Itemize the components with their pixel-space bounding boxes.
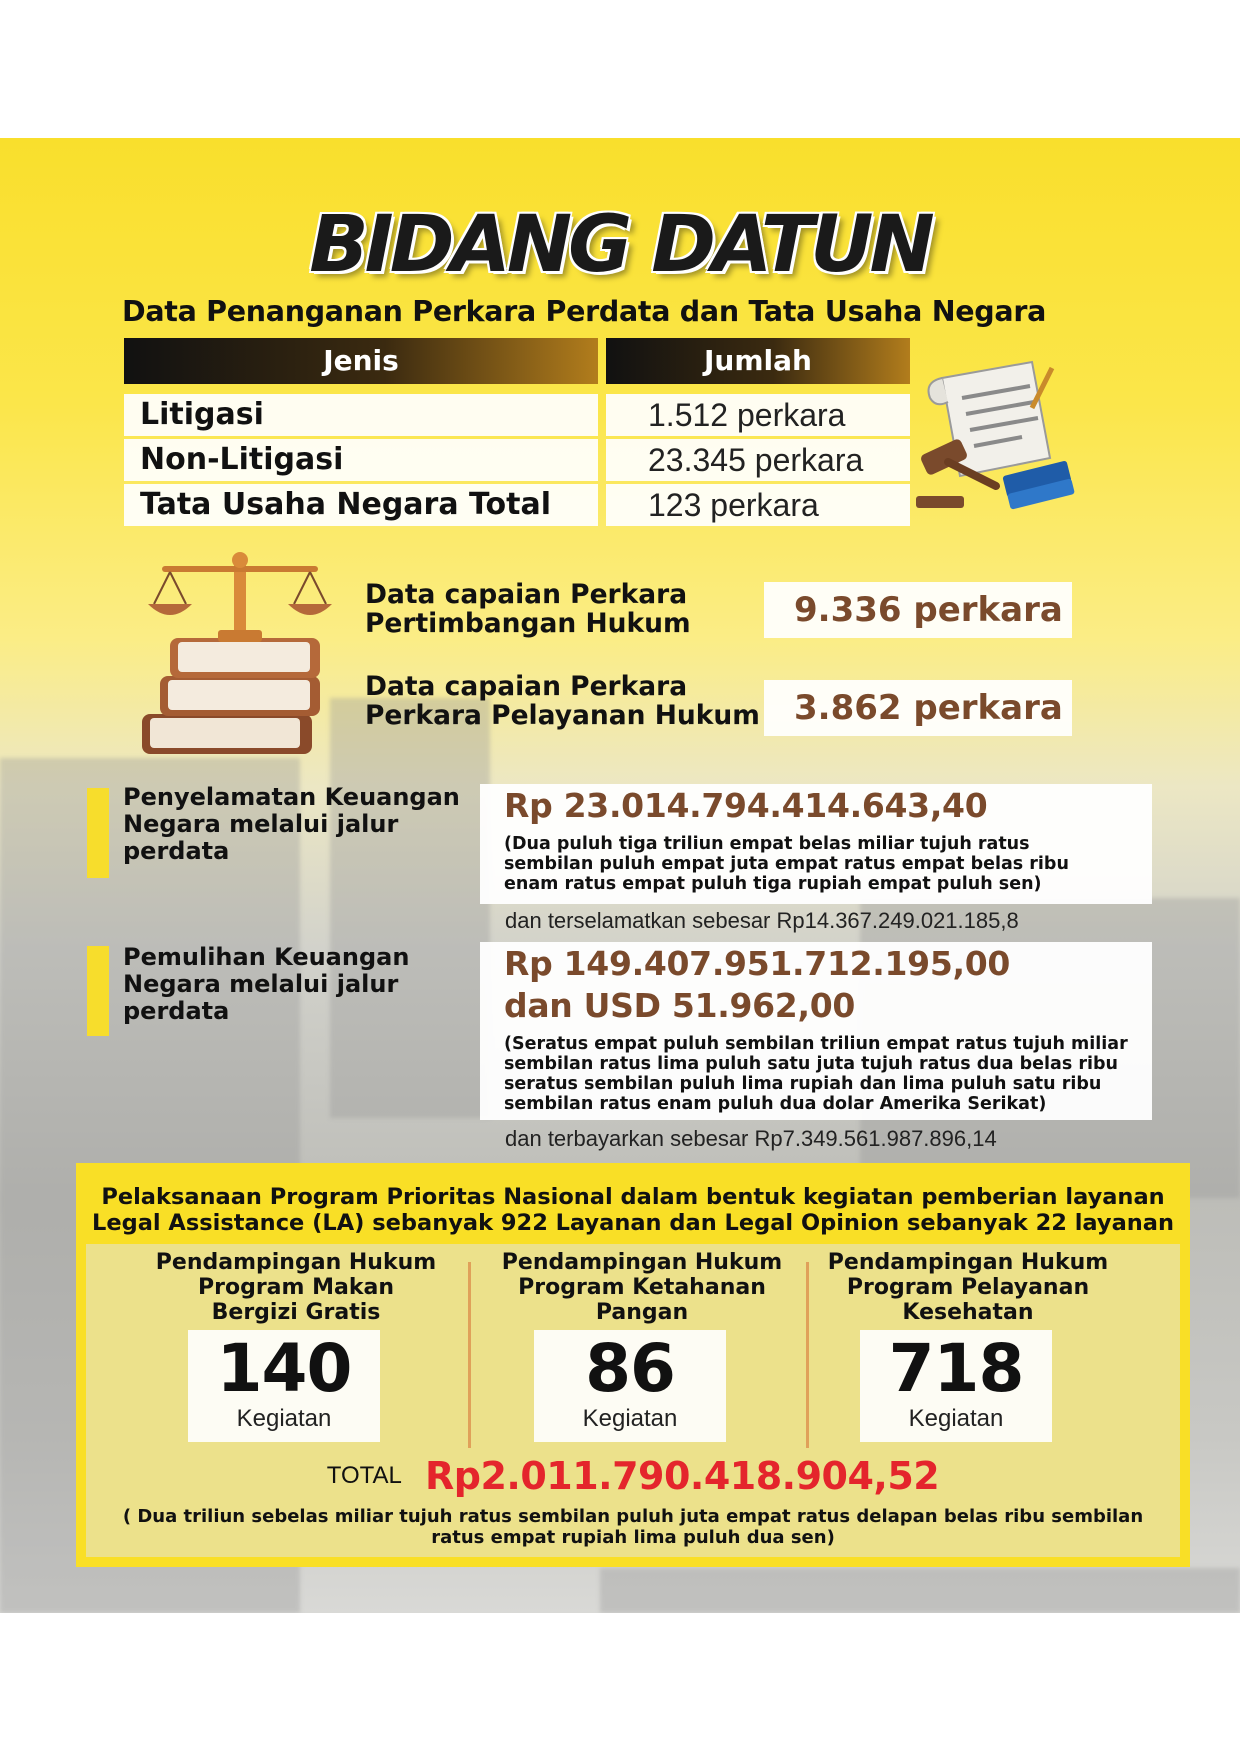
words-line: sembilan puluh empat juta empat ratus empat belas ribu: [504, 854, 1069, 874]
words-line: sembilan ratus enam puluh dua dolar Amerika Serikat): [504, 1094, 1047, 1114]
pemulihan-label: [123, 944, 409, 1025]
total-amount: Rp2.011.790.418.904,52: [424, 1454, 940, 1498]
program-stat-value: 86: [585, 1330, 675, 1407]
program-item-title: [818, 1244, 1118, 1325]
program-stat-value: 718: [888, 1330, 1024, 1407]
column-divider: [806, 1262, 809, 1448]
capaian-label-line: Perkara Pelayanan Hukum: [365, 700, 760, 731]
program-headline: [81, 1184, 1185, 1236]
program-stat-card: [860, 1330, 1052, 1442]
program-stat-card: [534, 1330, 726, 1442]
title-line: Pendampingan Hukum: [501, 1250, 783, 1275]
program-stat-value: 140: [216, 1330, 352, 1407]
program-item: [492, 1244, 792, 1432]
label-line: Negara melalui jalur: [123, 810, 399, 838]
title-line: Pendampingan Hukum: [155, 1250, 437, 1275]
words-line: seratus sembilan puluh lima rupiah dan lima puluh satu ribu: [504, 1074, 1102, 1094]
program-stat-unit: Kegiatan: [236, 1405, 332, 1432]
total-amount-words: [116, 1506, 1150, 1548]
table-cell-jumlah: 123 perkara: [606, 484, 910, 526]
penyelamatan-note: dan terselamatkan sebesar Rp14.367.249.021.185,8: [505, 908, 1019, 933]
legal-document-gavel-book-icon: [912, 358, 1082, 518]
label-line: Pemulihan Keuangan: [123, 943, 410, 971]
program-item-title: [146, 1244, 446, 1325]
penyelamatan-amount: Rp 23.014.794.414.643,40: [504, 786, 988, 825]
words-line: (Dua puluh tiga triliun empat belas miliar tujuh ratus: [504, 834, 1030, 854]
capaian-value: 9.336 perkara: [764, 582, 1072, 638]
table-cell-jenis: Litigasi: [124, 394, 598, 436]
table-cell-jenis: Tata Usaha Negara Total: [124, 484, 598, 526]
program-stat-card: [188, 1330, 380, 1442]
program-stat-unit: Kegiatan: [908, 1405, 1004, 1432]
label-line: Penyelamatan Keuangan: [123, 783, 460, 811]
page-title: BIDANG DATUN: [309, 200, 931, 290]
title-line: Kesehatan: [902, 1300, 1034, 1325]
headline-line: Pelaksanaan Program Prioritas Nasional dalam bentuk kegiatan pemberian layanan: [101, 1184, 1165, 1210]
label-line: perdata: [123, 997, 230, 1025]
accent-bar: [87, 788, 109, 878]
capaian-label: [365, 580, 691, 638]
headline-line: Legal Assistance (LA) sebanyak 922 Layanan dan Legal Opinion sebanyak 22 layanan: [92, 1210, 1174, 1236]
total-row: [86, 1454, 1180, 1498]
table-cell-jumlah: 23.345 perkara: [606, 439, 910, 481]
words-line: enam ratus empat puluh tiga rupiah empat puluh sen): [504, 874, 1042, 894]
penyelamatan-label: [123, 784, 460, 865]
penyelamatan-amount-words: [504, 834, 1069, 894]
pemulihan-box: [480, 942, 1152, 1120]
background-building: [330, 698, 490, 1118]
capaian-label: [365, 672, 760, 730]
program-item-title: [492, 1244, 792, 1325]
words-line: ( Dua triliun sebelas miliar tujuh ratus sembilan puluh juta empat ratus delapan belas ribu sembilan: [122, 1506, 1144, 1527]
program-stat-unit: Kegiatan: [582, 1405, 678, 1432]
title-line: Program Makan: [198, 1275, 394, 1300]
page-subtitle: Data Penanganan Perkara Perdata dan Tata Usaha Negara: [122, 295, 1047, 328]
capaian-value: 3.862 perkara: [764, 680, 1072, 736]
words-line: ratus empat rupiah lima puluh dua sen): [431, 1527, 835, 1548]
program-item: [146, 1244, 446, 1432]
title-line: Program Ketahanan: [518, 1275, 766, 1300]
pemulihan-amount-usd: dan USD 51.962,00: [504, 986, 856, 1025]
pemulihan-note: dan terbayarkan sebesar Rp7.349.561.987.896,14: [505, 1126, 997, 1151]
program-section: [76, 1163, 1190, 1567]
table-header-jumlah: Jumlah: [606, 338, 910, 384]
label-line: Negara melalui jalur: [123, 970, 399, 998]
program-item: [818, 1244, 1118, 1432]
title-line: Pangan: [595, 1300, 689, 1325]
words-line: (Seratus empat puluh sembilan triliun empat ratus tujuh miliar: [504, 1034, 1128, 1054]
table-cell-jumlah: 1.512 perkara: [606, 394, 910, 436]
scales-of-justice-books-icon: [140, 546, 350, 766]
capaian-label-line: Pertimbangan Hukum: [365, 608, 691, 639]
pemulihan-amount: Rp 149.407.951.712.195,00: [504, 944, 1011, 983]
accent-bar: [87, 946, 109, 1036]
program-stats-panel: [86, 1244, 1180, 1557]
background-building: [600, 1568, 1240, 1613]
infographic-poster: [0, 138, 1240, 1613]
label-line: perdata: [123, 837, 230, 865]
title-line: Program Pelayanan: [846, 1275, 1090, 1300]
title-line: Bergizi Gratis: [211, 1300, 381, 1325]
total-label: TOTAL: [326, 1462, 402, 1489]
capaian-label-line: Data capaian Perkara: [365, 671, 688, 702]
pemulihan-amount-words: [504, 1034, 1128, 1114]
penyelamatan-box: [480, 784, 1152, 904]
column-divider: [468, 1262, 471, 1448]
table-header-jenis: Jenis: [124, 338, 598, 384]
capaian-label-line: Data capaian Perkara: [365, 579, 688, 610]
words-line: sembilan ratus lima puluh satu juta tujuh ratus dua belas ribu: [504, 1054, 1118, 1074]
title-line: Pendampingan Hukum: [827, 1250, 1109, 1275]
table-cell-jenis: Non-Litigasi: [124, 439, 598, 481]
